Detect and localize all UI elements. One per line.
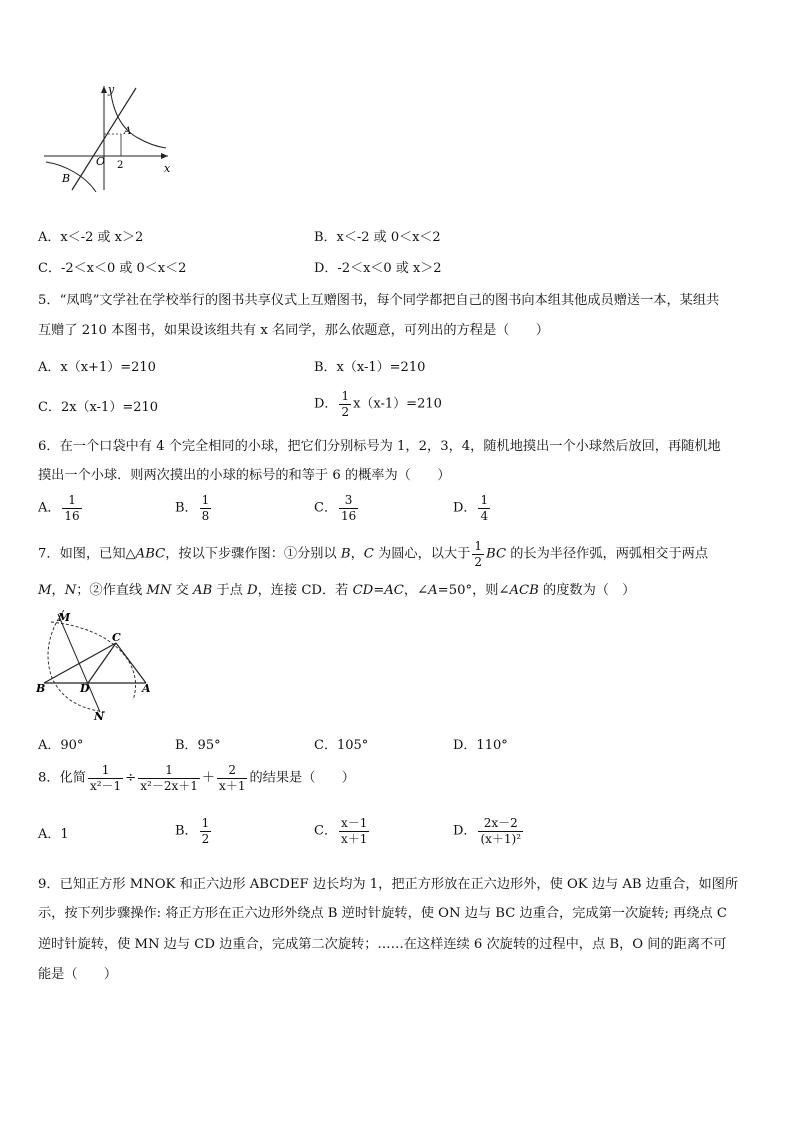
q7-half-den: 2: [474, 554, 483, 569]
q8-d-fraction: [478, 817, 523, 845]
q7-u6: 交: [171, 583, 194, 598]
q9-stem-line2: 示，按下列步骤操作: 将正方形在正六边形外绕点 B 逆时针旋转，使 ON 边与 BC 边重合，完成第一次旋转; 再绕点 C: [38, 906, 728, 921]
q6-stem-line2: 摸出一个小球．则两次摸出的小球的标号的和等于 6 的概率为（ ）: [38, 468, 451, 483]
q6-option-b[interactable]: [175, 494, 213, 522]
q6-c-den: 16: [340, 508, 357, 523]
q5-option-b[interactable]: B．x（x-1）=210: [314, 360, 426, 375]
q8-c-den: x＋1: [340, 831, 368, 846]
hyperbola-branch-first-quadrant: [111, 94, 166, 148]
q7-t6: C: [363, 546, 374, 562]
segment-ca: [116, 643, 146, 683]
q7-u9: D: [247, 583, 258, 598]
q8-f2-den: x²－2x＋1: [140, 778, 198, 793]
label-a: A: [142, 682, 151, 695]
q8-c-label: C．: [314, 823, 337, 839]
q8-b-den: 2: [201, 831, 210, 846]
q8-fraction-2: [138, 764, 200, 792]
label-point-a: A: [124, 126, 132, 137]
q4-option-b[interactable]: B．x＜-2 或 0＜x＜2: [314, 230, 441, 245]
q6-option-d[interactable]: [453, 494, 492, 522]
q6-b-label: B．: [175, 500, 198, 516]
q7-u1: M: [38, 583, 52, 598]
q7-t2: ABC: [135, 546, 166, 562]
q6-c-fraction: [339, 494, 358, 522]
q7-option-a[interactable]: A．90°: [38, 738, 84, 753]
q7-option-c[interactable]: C．105°: [314, 738, 369, 753]
q7-u3: N: [64, 583, 77, 598]
hyperbola-branch-third-quadrant: [46, 162, 96, 192]
q5-d-den: 2: [341, 404, 350, 419]
function-graph-figure: [40, 82, 180, 192]
q7-u11: CD=AC: [352, 583, 404, 598]
q8-f3-den: x＋1: [219, 778, 246, 793]
q7-t3: ，按以下步骤作图：①分别以: [165, 546, 341, 562]
q8-fraction-1: [88, 764, 123, 792]
q8-d-num: 2x－2: [478, 817, 523, 832]
q7-u10: ，连接 CD．若: [257, 583, 353, 598]
label-two: 2: [117, 160, 124, 171]
q8-b-label: B．: [175, 823, 198, 839]
x-axis-arrow: [161, 153, 168, 159]
q6-b-den: 8: [201, 508, 210, 523]
label-b: B: [36, 682, 46, 695]
q5-d-num: 1: [341, 389, 350, 403]
q5-option-c[interactable]: C．2x（x-1）=210: [38, 400, 159, 415]
q6-c-label: C．: [314, 500, 337, 516]
q7-t5: ，: [350, 546, 364, 562]
q8-option-d[interactable]: [453, 817, 525, 845]
q7-u15: ACB: [509, 583, 539, 598]
q6-d-label: D．: [453, 500, 477, 516]
q6-c-num: 3: [339, 494, 358, 509]
q6-d-num: 1: [480, 493, 489, 507]
q8-prefix: 8．化简: [38, 770, 86, 786]
label-point-b: B: [62, 172, 71, 185]
label-n: N: [94, 710, 105, 723]
q7-u13: A: [428, 583, 438, 598]
q4-option-a[interactable]: A．x＜-2 或 x＞2: [38, 230, 144, 245]
q9-stem-line4: 能是（ ）: [38, 967, 118, 982]
q7-u12: ，∠: [403, 583, 429, 598]
label-d: D: [80, 682, 90, 695]
q5-option-d-fraction: [339, 390, 351, 418]
q5-option-d-label: D．: [314, 396, 338, 412]
q8-c-num: x－1: [340, 816, 368, 830]
q8-stem: [38, 764, 355, 792]
q5-stem-line2: 互赠了 210 本图书，如果设该组共有 x 名同学，那么依题意，可列出的方程是（ ）: [38, 323, 549, 338]
q7-t1: 7．如图，已知△: [38, 546, 136, 562]
q9-stem-line1: 9．已知正方形 MNOK 和正六边形 ABCDEF 边长均为 1，把正方形放在正六边形外，使 OK 边与 AB 边重合，如图所: [38, 877, 739, 892]
q7-t4: B: [340, 546, 351, 562]
q8-f1-den: x²－1: [89, 778, 122, 793]
q7-option-d[interactable]: D．110°: [453, 738, 508, 753]
q6-option-a[interactable]: [38, 494, 84, 522]
q6-option-c[interactable]: [314, 494, 360, 522]
q8-fraction-3: [217, 764, 247, 792]
q4-option-d[interactable]: D．-2＜x＜0 或 x＞2: [314, 261, 442, 276]
q8-option-b[interactable]: [175, 817, 213, 845]
q8-b-fraction: [200, 817, 212, 845]
q9-stem-line3: 逆时针旋转，使 MN 边与 CD 边重合，完成第二次旋转；……在这样连续 6 次旋转的过程中，点 B，O 间的距离不可: [38, 937, 727, 952]
label-y: y: [108, 83, 115, 96]
q6-a-label: A．: [38, 500, 61, 516]
segment-cd: [88, 643, 116, 683]
q7-u14: =50°，则∠: [437, 583, 510, 598]
segment-bc: [44, 643, 116, 683]
q7-half-num: 1: [474, 539, 483, 553]
label-c: C: [112, 631, 121, 644]
q7-u16: 的度数为（ ）: [538, 583, 636, 598]
q8-f2-num: 1: [138, 764, 200, 779]
q7-t8: BC: [486, 546, 507, 562]
q6-d-den: 4: [480, 508, 489, 523]
arc-from-b: [51, 622, 136, 700]
q5-option-a[interactable]: A．x（x+1）=210: [38, 360, 156, 375]
q8-option-c[interactable]: [314, 817, 371, 845]
q6-b-num: 1: [201, 493, 210, 507]
q6-stem-line1: 6．在一个口袋中有 4 个完全相同的小球，把它们分别标号为 1，2，3，4，随机地摸出一个小球然后放回，再随机地: [38, 439, 721, 454]
q7-t7: 为圆心，以大于: [373, 546, 471, 562]
q8-d-label: D．: [453, 823, 477, 839]
q5-option-d-text: x（x-1）=210: [353, 396, 442, 412]
q5-option-d[interactable]: [314, 390, 442, 418]
q7-u8: 于点: [212, 583, 247, 598]
q8-d-den: (x＋1)²: [480, 831, 522, 846]
q7-option-b[interactable]: B．95°: [175, 738, 221, 753]
line-mn: [58, 614, 100, 712]
q8-suffix: 的结果是（ ）: [249, 770, 355, 786]
q8-f3-num: 2: [217, 764, 247, 779]
q5-stem-line1: 5．“凤鸣”文学社在学校举行的图书共享仪式上互赠图书，每个同学都把自己的图书向本组其他成员赠送一本，某组共: [38, 293, 720, 308]
q6-d-fraction: [478, 494, 490, 522]
label-m: M: [58, 611, 71, 624]
q8-option-a[interactable]: A．1: [38, 827, 69, 842]
q8-c-fraction: [339, 817, 369, 845]
q6-a-fraction: [62, 494, 81, 522]
label-origin: O: [96, 155, 106, 168]
triangle-construction-figure: [36, 608, 160, 724]
q7-u5: MN: [146, 583, 172, 598]
q7-stem-line2: [38, 582, 635, 600]
q7-stem-line1: [38, 540, 708, 568]
q7-u4: ；②作直线: [76, 583, 147, 598]
q7-u7: AB: [193, 583, 213, 598]
q7-t9: 的长为半径作弧，两弧相交于两点: [506, 546, 709, 562]
q6-b-fraction: [200, 494, 212, 522]
q7-half-fraction: [472, 540, 484, 568]
q8-b-num: 1: [201, 816, 210, 830]
q6-a-num: 1: [62, 494, 81, 509]
label-x: x: [164, 162, 171, 175]
q6-a-den: 16: [64, 508, 80, 523]
arc-from-c: [48, 610, 106, 712]
q8-f1-num: 1: [88, 764, 123, 779]
q8-plus: ＋: [201, 770, 216, 786]
y-axis-arrow: [101, 86, 107, 93]
q7-u2: ，: [51, 583, 65, 598]
q4-option-c[interactable]: C．-2＜x＜0 或 0＜x＜2: [38, 261, 187, 276]
q8-div: ÷: [125, 770, 137, 786]
